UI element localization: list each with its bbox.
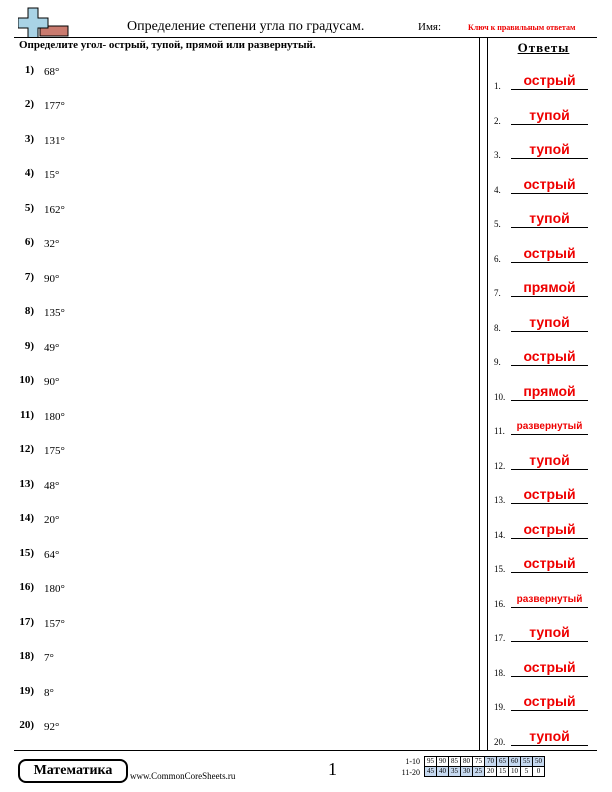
score-cell: 20 [485,767,497,777]
answer-item [494,485,594,505]
answer-number: 2. [494,116,501,126]
score-cell: 40 [437,767,449,777]
answer-line [511,745,588,746]
question-number: 1) [24,64,34,76]
answer-line [511,158,588,159]
question-number: 12) [19,443,34,455]
answer-text: острый [523,486,576,502]
answer-key-label: Ключ к правильным ответам [468,23,576,32]
score-row-label: 11-20 [401,768,420,777]
answer-text: тупой [529,107,570,123]
answer-line [511,365,588,366]
answer-number: 14. [494,530,506,540]
score-cell: 45 [425,767,437,777]
answer-text: острый [523,521,576,537]
answer-text: прямой [523,279,576,295]
question-number: 9) [24,340,34,352]
column-divider-right [487,37,488,750]
answer-line [511,607,588,608]
answer-text: тупой [529,728,570,744]
question-angle: 48° [44,480,60,492]
site-url: www.CommonCoreSheets.ru [130,771,236,781]
question-number: 16) [19,581,34,593]
answer-number: 8. [494,323,501,333]
answer-line [511,469,588,470]
answer-number: 13. [494,495,506,505]
answer-text: тупой [529,141,570,157]
score-cell: 30 [461,767,473,777]
answer-number: 4. [494,185,501,195]
answer-item [494,658,594,678]
answer-number: 11. [494,426,505,436]
answer-item [494,140,594,160]
page-number: 1 [328,759,337,779]
question-number: 13) [19,478,34,490]
score-row [425,767,545,777]
answers-title: Ответы [517,40,570,55]
answer-text: острый [523,348,576,364]
answer-item [494,382,594,402]
footer-divider [14,750,597,751]
answer-number: 3. [494,150,501,160]
answer-text: тупой [529,210,570,226]
question-angle: 15° [44,169,60,181]
answer-number: 5. [494,219,501,229]
question-angle: 131° [44,135,65,147]
question-angle: 49° [44,342,60,354]
score-row-label: 1-10 [405,757,420,766]
question-angle: 90° [44,273,60,285]
question-angle: 92° [44,721,60,733]
header-divider [14,37,597,38]
answer-text: острый [523,245,576,261]
answer-item [494,209,594,229]
answer-item [494,692,594,712]
question-angle: 20° [44,514,60,526]
answer-number: 18. [494,668,506,678]
question-number: 4) [24,167,34,179]
answer-line [511,89,588,90]
answer-text: острый [523,555,576,571]
answer-line [511,710,588,711]
answer-item [494,175,594,195]
answer-line [511,262,588,263]
answer-number: 10. [494,392,506,402]
question-number: 5) [24,202,34,214]
question-angle: 157° [44,618,65,630]
question-number: 15) [19,547,34,559]
answer-number: 16. [494,599,506,609]
question-angle: 90° [44,376,60,388]
answer-number: 20. [494,737,506,747]
worksheet-title: Определение степени угла по градусам. [127,19,365,34]
question-number: 19) [19,685,34,697]
question-angle: 68° [44,66,60,78]
question-angle: 175° [44,445,65,457]
score-cell: 80 [461,757,473,767]
score-cell: 70 [485,757,497,767]
score-cell: 55 [521,757,533,767]
answer-line [511,676,588,677]
answer-item [494,520,594,540]
question-number: 14) [19,512,34,524]
score-cell: 75 [473,757,485,767]
answer-number: 12. [494,461,506,471]
answer-text: тупой [529,314,570,330]
question-number: 8) [24,305,34,317]
answer-line [511,538,588,539]
answer-line [511,434,588,435]
score-cell: 10 [509,767,521,777]
question-angle: 162° [44,204,65,216]
answer-text: острый [523,72,576,88]
answer-line [511,124,588,125]
question-angle: 177° [44,100,65,112]
answer-item [494,71,594,91]
score-table [424,756,545,777]
score-cell: 5 [521,767,533,777]
answer-item [494,347,594,367]
answer-number: 15. [494,564,506,574]
score-cell: 90 [437,757,449,767]
answer-line [511,572,588,573]
score-row [425,757,545,767]
answer-item [494,623,594,643]
question-angle: 64° [44,549,60,561]
score-cell: 25 [473,767,485,777]
answer-number: 6. [494,254,501,264]
answer-text: развернутый [516,594,583,605]
answer-number: 1. [494,81,501,91]
answer-line [511,400,588,401]
score-cell: 95 [425,757,437,767]
answer-line [511,193,588,194]
answer-item [494,451,594,471]
answer-line [511,641,588,642]
answer-line [511,331,588,332]
question-angle: 8° [44,687,54,699]
answer-text: тупой [529,624,570,640]
score-cell: 0 [533,767,545,777]
score-cell: 50 [533,757,545,767]
question-number: 11) [19,409,34,421]
answer-text: развернутый [516,421,583,432]
question-number: 10) [19,374,34,386]
answer-text: острый [523,693,576,709]
score-cell: 35 [449,767,461,777]
answer-item [494,313,594,333]
instructions: Определите угол- острый, тупой, прямой или развернутый. [19,39,316,51]
question-angle: 7° [44,652,54,664]
answer-text: тупой [529,452,570,468]
answer-text: острый [523,659,576,675]
answer-item [494,244,594,264]
question-number: 6) [24,236,34,248]
question-angle: 32° [44,238,60,250]
question-number: 17) [19,616,34,628]
question-number: 2) [24,98,34,110]
answer-number: 19. [494,702,506,712]
question-angle: 135° [44,307,65,319]
math-logo-icon [18,6,70,38]
question-number: 7) [24,271,34,283]
answer-item [494,554,594,574]
name-label: Имя: [418,21,442,33]
column-divider-left [479,37,480,750]
brand-badge: Математика [18,759,128,783]
question-angle: 180° [44,411,65,423]
answer-line [511,296,588,297]
answer-item [494,727,594,747]
answer-number: 9. [494,357,501,367]
answer-line [511,503,588,504]
answer-item [494,416,594,436]
question-number: 18) [19,650,34,662]
question-angle: 180° [44,583,65,595]
answer-text: прямой [523,383,576,399]
answer-item [494,106,594,126]
answer-number: 17. [494,633,506,643]
answer-text: острый [523,176,576,192]
answer-line [511,227,588,228]
score-cell: 15 [497,767,509,777]
score-cell: 65 [497,757,509,767]
question-number: 3) [24,133,34,145]
answer-item [494,278,594,298]
score-cell: 85 [449,757,461,767]
answer-item [494,589,594,609]
score-cell: 60 [509,757,521,767]
answer-number: 7. [494,288,501,298]
question-number: 20) [19,719,34,731]
